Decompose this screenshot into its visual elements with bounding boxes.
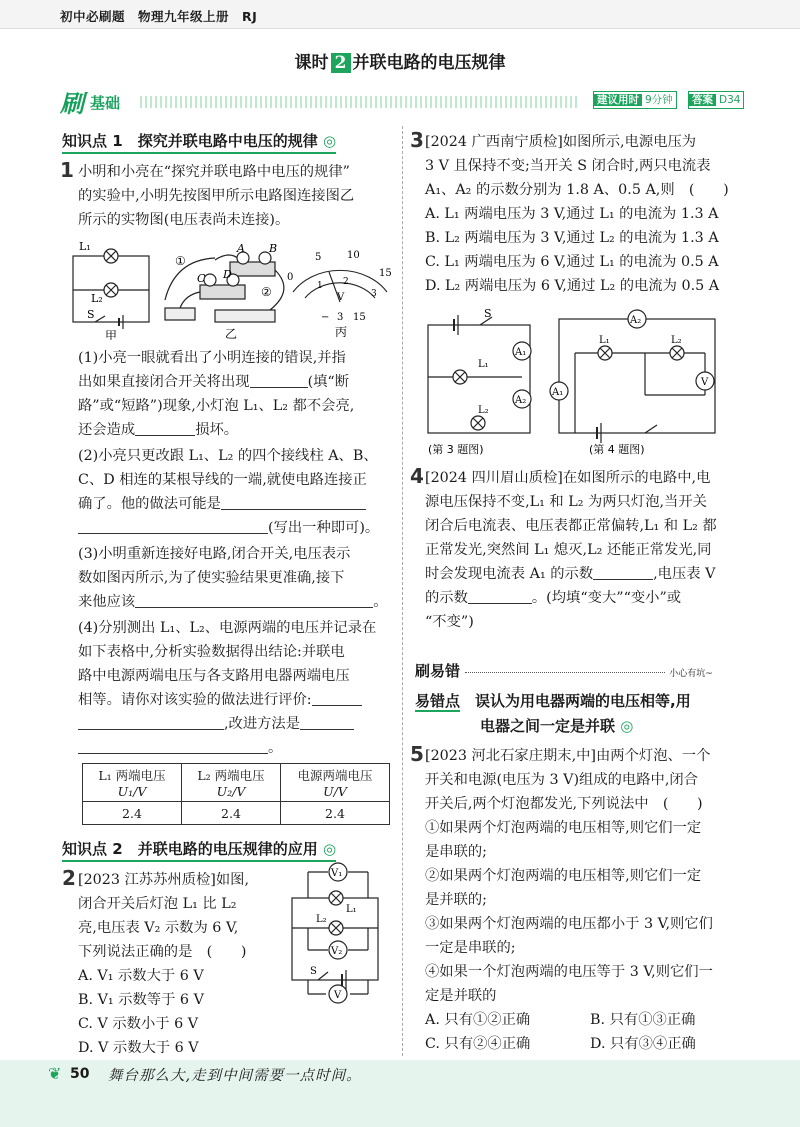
q5-option-d[interactable]: D. 只有③④正确 [590, 1036, 696, 1052]
kp2-label: 知识点 2 [62, 840, 123, 858]
q1-p2-line: (2)小亮只更改跟 L₁、L₂ 的四个接线柱 A、B、 [78, 448, 378, 464]
q5-line: 是并联的; [425, 892, 488, 908]
time-label: 建议用时 [594, 94, 642, 106]
fig-a1: A₁ [552, 387, 564, 398]
q2-figure [278, 862, 390, 1006]
mistake-title-line-2 [480, 715, 633, 736]
q1-p4-line [78, 736, 376, 760]
fig-yi-label: 乙 [225, 327, 238, 340]
q4-line [425, 586, 717, 610]
q1-blank-5b[interactable] [78, 713, 224, 730]
q2-option-b[interactable]: B. V₁ 示数等于 6 V [78, 992, 204, 1008]
mistake-point [415, 690, 691, 711]
lesson-title [0, 48, 800, 73]
q3-option-b[interactable]: B. L₂ 两端电压为 3 V,通过 L₂ 的电流为 1.3 A [425, 230, 719, 246]
q1-number: 1 [60, 158, 74, 182]
fig-s-label: S [87, 308, 95, 321]
answer-tag [688, 91, 744, 109]
q1-stem-line: 小明和小亮在“探究并联电路中电压的规律” [78, 164, 350, 180]
fig-v: V [334, 990, 342, 1001]
leaf-icon: ❦ [48, 1064, 62, 1083]
header-unit: U/V [323, 784, 347, 799]
fig-s: S [484, 307, 492, 320]
q1-blank-6[interactable] [300, 713, 354, 730]
q5-line: 是串联的; [425, 844, 488, 860]
fig-l1-label: L₁ [79, 240, 91, 253]
q1-p3-line [78, 590, 387, 614]
fig-v1: V₁ [331, 868, 343, 879]
target-icon: ◎ [322, 132, 337, 150]
fig-l1: L₁ [346, 904, 357, 915]
q5-stem [425, 744, 713, 1056]
fig-s: S [310, 966, 317, 977]
table-cell: 2.4 [83, 802, 182, 825]
table-header-cell [280, 764, 389, 802]
q3-line: A₁、A₂ 的示数分别为 1.8 A、0.5 A,则 ( ) [425, 182, 729, 198]
q1-p2-line [78, 516, 379, 540]
terminal-3: 3 [337, 312, 344, 323]
q3-figure [420, 305, 550, 457]
q1-p3-text: 。 [373, 594, 388, 610]
q4-text: 的示数 [425, 590, 468, 606]
q1-p4-text: 相等。请你对该实验的做法进行评价: [78, 692, 312, 708]
fig-l2: L₂ [671, 335, 682, 346]
q4-stem [425, 466, 717, 634]
table-row [83, 802, 390, 825]
q5-line: ①如果两个灯泡两端的电压相等,则它们一定 [425, 820, 702, 836]
q1-p4-line: 如下表格中,分析实验数据得出结论:并联电 [78, 644, 345, 660]
header-text: L₂ 两端电压 [197, 768, 265, 783]
fig-l2: L₂ [478, 405, 489, 416]
fig-l2: L₂ [316, 914, 327, 925]
fig-l1: L₁ [599, 335, 610, 346]
kp1-label: 知识点 1 [62, 132, 123, 150]
lesson-number: 2 [331, 53, 351, 73]
q4-line: 源电压保持不变,L₁ 和 L₂ 为两只灯泡,当开关 [425, 494, 707, 510]
time-tag [593, 91, 677, 109]
mistake-title-1: 误认为用电器两端的电压相等,用 [475, 692, 691, 710]
q4-number: 4 [410, 464, 424, 488]
q1-p1-line: (1)小亮一眼就看出了小明连接的错误,并指 [78, 350, 346, 366]
header-text: 电源两端电压 [297, 768, 373, 783]
q5-option-a[interactable]: A. 只有①②正确 [425, 1012, 531, 1028]
answer-label: 答案 [689, 94, 716, 106]
book-title: 初中必刷题 物理九年级上册 RJ [60, 9, 258, 24]
q4-line: “不变”) [425, 614, 474, 630]
fig-a1: A₁ [515, 347, 527, 358]
q1-p1-text: (填“断 [307, 374, 350, 390]
q4-line: 闭合后电流表、电压表都正常偏转,L₁ 和 L₂ 都 [425, 518, 717, 534]
q2-line: [2023 江苏苏州质检]如图, [78, 872, 250, 888]
q2-option-a[interactable]: A. V₁ 示数大于 6 V [78, 968, 204, 984]
fig-d-label: D [223, 268, 232, 281]
footer-motto: 舞台那么大,走到中间需要一点时间。 [108, 1068, 362, 1084]
q5-line: ④如果一个灯泡两端的电压等于 3 V,则它们一 [425, 964, 713, 980]
q3-option-d[interactable]: D. L₂ 两端电压为 6 V,通过 L₂ 的电流为 0.5 A [425, 278, 720, 294]
kp1-title: 探究并联电路中电压的规律 [137, 132, 318, 150]
q1-p1-text: 损坏。 [195, 422, 239, 438]
tick-0: 0 [287, 272, 294, 283]
kp2-title: 并联电路的电压规律的应用 [137, 840, 318, 858]
mistake-section-header [415, 660, 713, 681]
fig-jia [73, 249, 149, 329]
q1-p1-text: 还会造成 [78, 422, 136, 438]
q1-stem-line: 的实验中,小明先按图甲所示电路图连接图乙 [78, 188, 355, 204]
fig-marker-1: ① [175, 254, 186, 268]
q3-line: 3 V 且保持不变;当开关 S 闭合时,两只电流表 [425, 158, 711, 174]
q1-p3-line: 数如图丙所示,为了使实验结果更准确,接下 [78, 570, 345, 586]
q3-stem [425, 130, 729, 298]
mistake-brush: 刷易错 [415, 662, 461, 680]
q5-line: [2023 河北石家庄期末,中]由两个灯泡、一个 [425, 748, 711, 764]
fig4-caption: (第 4 题图) [589, 443, 645, 456]
q1-stem-line: 所示的实物图(电压表尚未连接)。 [78, 212, 290, 228]
mistake-title-2: 电器之间一定是并联 [480, 717, 616, 735]
q1-p1-text: 出如果直接闭合开关将出现 [78, 374, 250, 390]
q1-data-table [82, 763, 390, 825]
q1-blank-1[interactable] [250, 371, 308, 388]
q1-blank-3b[interactable] [78, 517, 268, 534]
mistake-rule [465, 672, 665, 673]
mistake-note: 小心有坑~ [669, 669, 713, 679]
q5-options-row [425, 1032, 713, 1056]
q1-p1-line: 路”或“短路”)现象,小灯泡 L₁、L₂ 都不会亮, [78, 398, 355, 414]
target-icon: ◎ [322, 840, 337, 858]
q5-line: 开关和电源(电压为 3 V)组成的电路中,闭合 [425, 772, 698, 788]
q1-p3-text: 来他应该 [78, 594, 136, 610]
fig3-caption: (第 3 题图) [428, 443, 484, 456]
table-header-cell [83, 764, 182, 802]
fig-v: V [701, 377, 709, 388]
knowledge-point-1 [62, 130, 336, 154]
section-brush: 刷 [60, 89, 84, 118]
fig-a-label: A [237, 242, 245, 255]
tick-15: 15 [379, 268, 392, 279]
q1-p1-line [78, 370, 354, 394]
fig-bing-label: 丙 [335, 325, 348, 339]
q1-part4 [78, 616, 376, 760]
q2-number: 2 [62, 866, 76, 890]
answer-value: D34 [719, 94, 741, 106]
q4-blank-1[interactable] [593, 563, 653, 580]
q3-option-c[interactable]: C. L₁ 两端电压为 6 V,通过 L₁ 的电流为 0.5 A [425, 254, 719, 270]
table-header-cell [181, 764, 280, 802]
q2-stem [78, 868, 249, 1060]
q5-line: 开关后,两个灯泡都发光,下列说法中 ( ) [425, 796, 703, 812]
tick-1: 1 [317, 281, 323, 291]
q1-blank-2[interactable] [135, 419, 195, 436]
q1-p2-text: 确了。他的做法可能是 [78, 496, 221, 512]
header-unit: U₂/V [216, 784, 246, 799]
header-text: L₁ 两端电压 [98, 768, 166, 783]
q3-option-a[interactable]: A. L₁ 两端电压为 3 V,通过 L₁ 的电流为 1.3 A [425, 206, 719, 222]
q1-p1-line [78, 418, 354, 442]
q1-p4-line: 路中电源两端电压与各支路用电器两端电压 [78, 668, 350, 684]
q4-line [425, 562, 717, 586]
q4-text: 时会发现电流表 A₁ 的示数 [425, 566, 594, 582]
section-dots [140, 96, 580, 108]
section-name: 基础 [90, 94, 121, 112]
q4-blank-2[interactable] [468, 587, 532, 604]
q1-p4-line [78, 712, 376, 736]
q4-text: 。(均填“变大”“变小”或 [531, 590, 682, 606]
q1-p2-line: C、D 相连的某根导线的一端,就使电路连接正 [78, 472, 367, 488]
q4-figure [545, 305, 725, 457]
q5-line: ②如果两个灯泡两端的电压相等,则它们一定 [425, 868, 702, 884]
q5-option-c[interactable]: C. 只有②④正确 [425, 1036, 531, 1052]
q1-figure [65, 240, 395, 340]
knowledge-point-2 [62, 838, 336, 862]
q1-p4-line: (4)分别测出 L₁、L₂、电源两端的电压并记录在 [78, 620, 377, 636]
q2-option-d[interactable]: D. V 示数大于 6 V [78, 1040, 199, 1056]
q2-line: 亮,电压表 V₂ 示数为 6 V, [78, 920, 239, 936]
q3-line: [2024 广西南宁质检]如图所示,电源电压为 [425, 134, 697, 150]
header-unit: U₁/V [117, 784, 147, 799]
tick-5: 5 [315, 252, 322, 263]
q3-number: 3 [410, 128, 424, 152]
q5-option-b[interactable]: B. 只有①③正确 [590, 1012, 696, 1028]
column-divider [402, 126, 403, 1056]
fig-jia-label: 甲 [105, 329, 118, 340]
q1-p2-text: (写出一种即可)。 [268, 520, 380, 536]
q1-p3-line: (3)小明重新连接好电路,闭合开关,电压表示 [78, 546, 351, 562]
q5-line: 一定是串联的; [425, 940, 516, 956]
q1-p4-text: 。 [268, 740, 283, 756]
q1-blank-3[interactable] [221, 493, 366, 510]
fig-v2: V₂ [331, 946, 343, 957]
q1-blank-4[interactable] [135, 591, 373, 608]
q4-text: ,电压表 V [653, 566, 716, 582]
q4-line: [2024 四川眉山质检]在如图所示的电路中,电 [425, 470, 711, 486]
q5-options-row [425, 1008, 713, 1032]
q1-p2-line [78, 492, 379, 516]
q1-p4-line [78, 688, 376, 712]
q5-line: 定是并联的 [425, 988, 497, 1004]
table-cell: 2.4 [181, 802, 280, 825]
fig-l2-label: L₂ [91, 292, 103, 305]
q4-line: 正常发光,突然间 L₁ 熄灭,L₂ 还能正常发光,同 [425, 542, 712, 558]
table-cell: 2.4 [280, 802, 389, 825]
q1-blank-6b[interactable] [78, 737, 268, 754]
q1-blank-5[interactable] [312, 689, 362, 706]
terminal-15: 15 [353, 312, 366, 323]
q5-line: ③如果两个灯泡两端的电压都小于 3 V,则它们 [425, 916, 713, 932]
terminal-minus: − [321, 312, 330, 323]
lesson-prefix: 课时 [294, 53, 329, 73]
meter-v-label: V [337, 292, 345, 303]
q1-p4-text: ,改进方法是 [224, 716, 301, 732]
tick-10: 10 [347, 250, 360, 261]
q2-line: 下列说法正确的是 ( ) [78, 944, 247, 960]
q2-option-c[interactable]: C. V 示数小于 6 V [78, 1016, 199, 1032]
fig-a2: A₂ [515, 395, 527, 406]
fig-marker-2: ② [261, 285, 272, 299]
q1-part2 [78, 444, 379, 540]
fig-a2: A₂ [630, 315, 642, 326]
page-number: 50 [70, 1066, 90, 1082]
mistake-label: 易错点 [415, 692, 461, 710]
q1-part3 [78, 542, 387, 614]
fig-l1: L₁ [478, 359, 489, 370]
target-icon: ◎ [620, 717, 634, 735]
table-header-row [83, 764, 390, 802]
tick-3: 3 [371, 289, 377, 299]
q1-part1 [78, 346, 354, 442]
fig-c-label: C [197, 272, 206, 285]
fig-b-label: B [269, 242, 278, 255]
lesson-name: 并联电路的电压规律 [352, 53, 506, 73]
q1-stem [78, 160, 354, 232]
q2-line: 闭合开关后灯泡 L₁ 比 L₂ [78, 896, 237, 912]
q5-number: 5 [410, 742, 424, 766]
tick-2: 2 [343, 277, 349, 287]
time-value: 9分钟 [645, 94, 673, 106]
